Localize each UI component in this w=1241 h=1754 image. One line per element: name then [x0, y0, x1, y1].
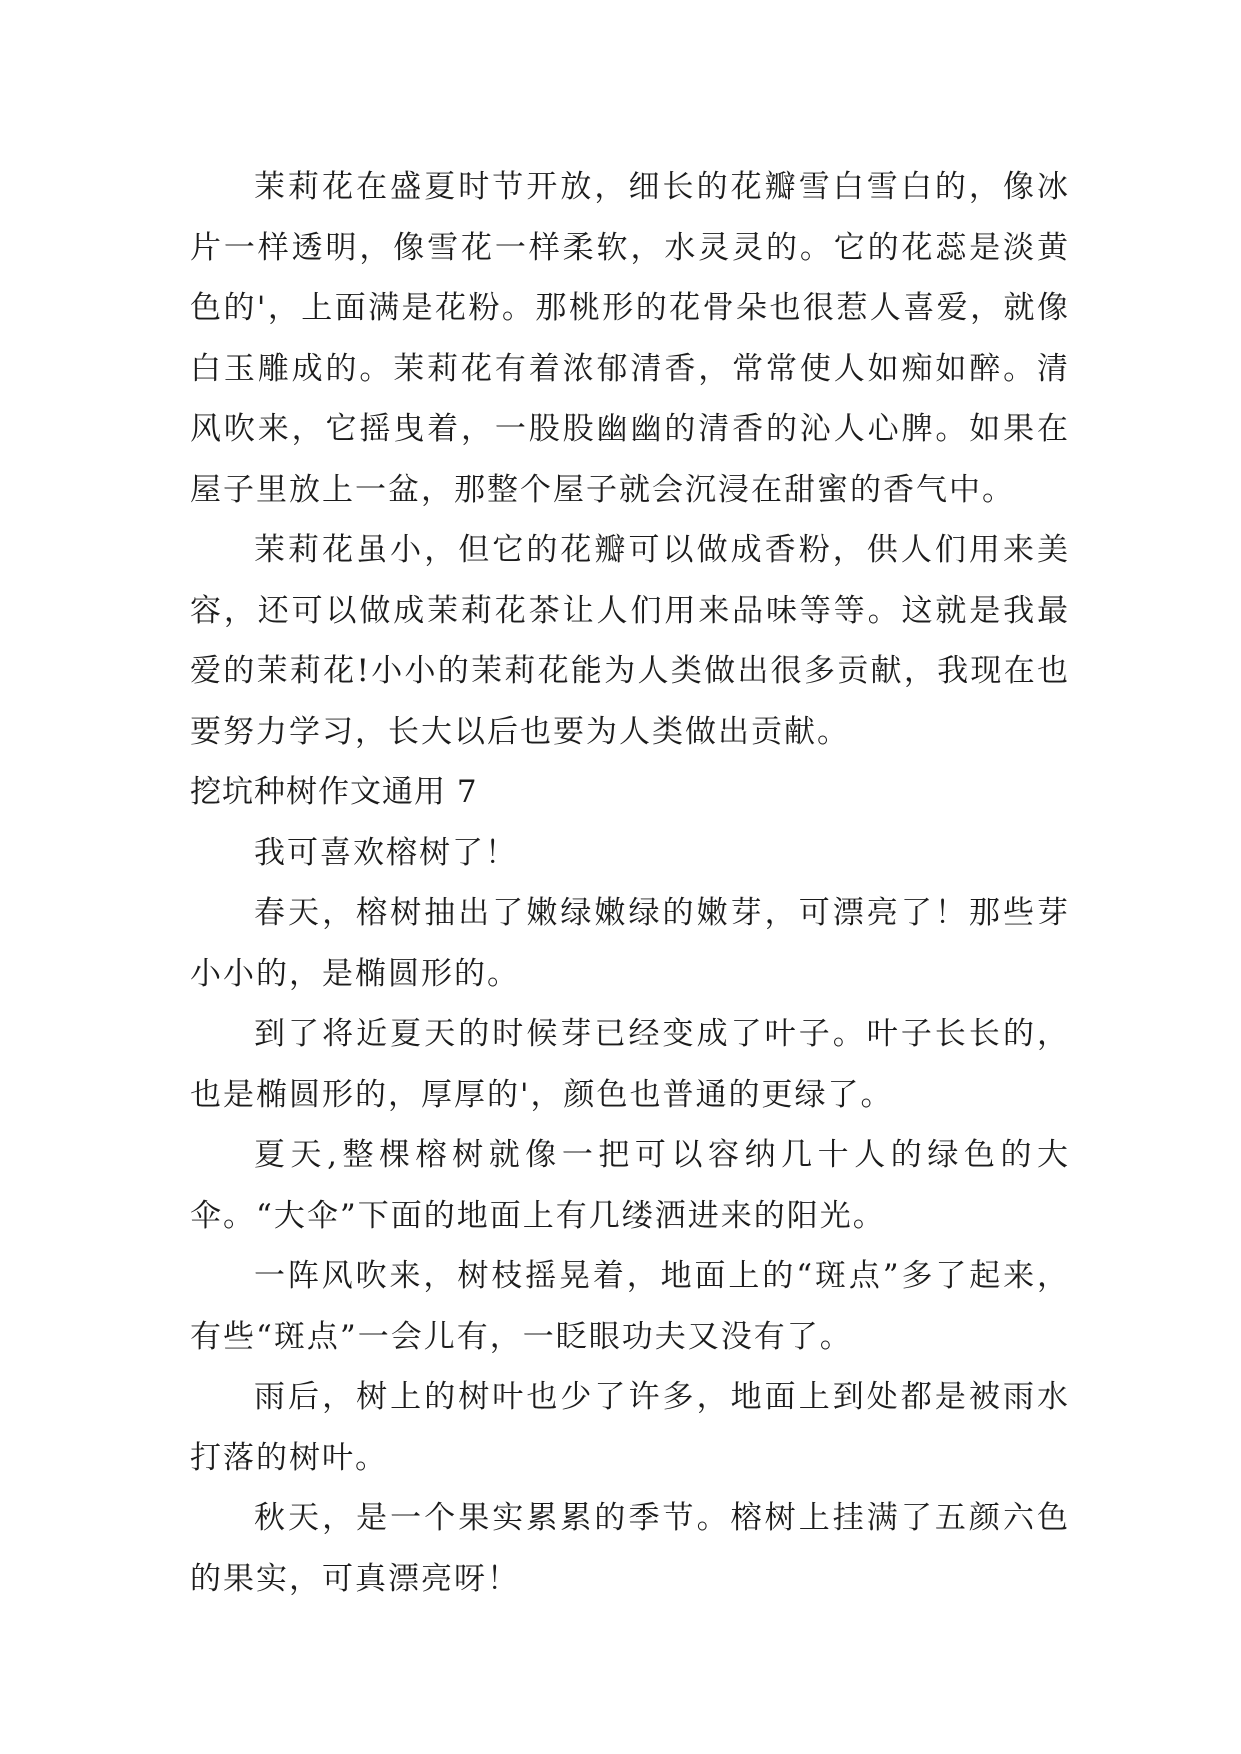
- paragraph-after-rain: 雨后，树上的树叶也少了许多，地面上到处都是被雨水打落的树叶。: [190, 1379, 1070, 1476]
- paragraph-spring: 春天，榕树抽出了嫩绿嫩绿的嫩芽，可漂亮了！那些芽小小的，是椭圆形的。: [190, 895, 1070, 992]
- paragraph-autumn: 秋天，是一个果实累累的季节。榕树上挂满了五颜六色的果实，可真漂亮呀！: [190, 1500, 1070, 1597]
- paragraph-intro: 我可喜欢榕树了！: [254, 834, 518, 871]
- paragraph-wind: 一阵风吹来，树枝摇晃着，地面上的“斑点”多了起来，有些“斑点”一会儿有，一眨眼功夫又没有了。: [190, 1258, 1070, 1355]
- paragraph-early-summer: 到了将近夏天的时候芽已经变成了叶子。叶子长长的，也是椭圆形的，厚厚的'，颜色也普通的更绿了。: [190, 1016, 1070, 1113]
- paragraph-summer: 夏天,整棵榕树就像一把可以容纳几十人的绿色的大伞。“大伞”下面的地面上有几缕洒进来的阳光。: [190, 1137, 1070, 1234]
- paragraph-jasmine-uses: 茉莉花虽小，但它的花瓣可以做成香粉，供人们用来美容，还可以做成茉莉花茶让人们用来品味等等。这就是我最爱的茉莉花!小小的茉莉花能为人类做出很多贡献，我现在也要努力学习，长大以后也要为人类做出贡献。: [190, 532, 1070, 750]
- document-page: [190, 157, 1070, 1609]
- paragraph-jasmine-description: 茉莉花在盛夏时节开放，细长的花瓣雪白雪白的，像冰片一样透明，像雪花一样柔软，水灵灵的。它的花蕊是淡黄色的'，上面满是花粉。那桃形的花骨朵也很惹人喜爱，就像白玉雕成的。茉莉花有着浓郁清香，常常使人如痴如醉。清风吹来，它摇曳着，一股股幽幽的清香的沁人心脾。如果在屋子里放上一盆，那整个屋子就会沉浸在甜蜜的香气中。: [190, 169, 1070, 508]
- section-title: 挖坑种树作文通用 7: [190, 774, 478, 810]
